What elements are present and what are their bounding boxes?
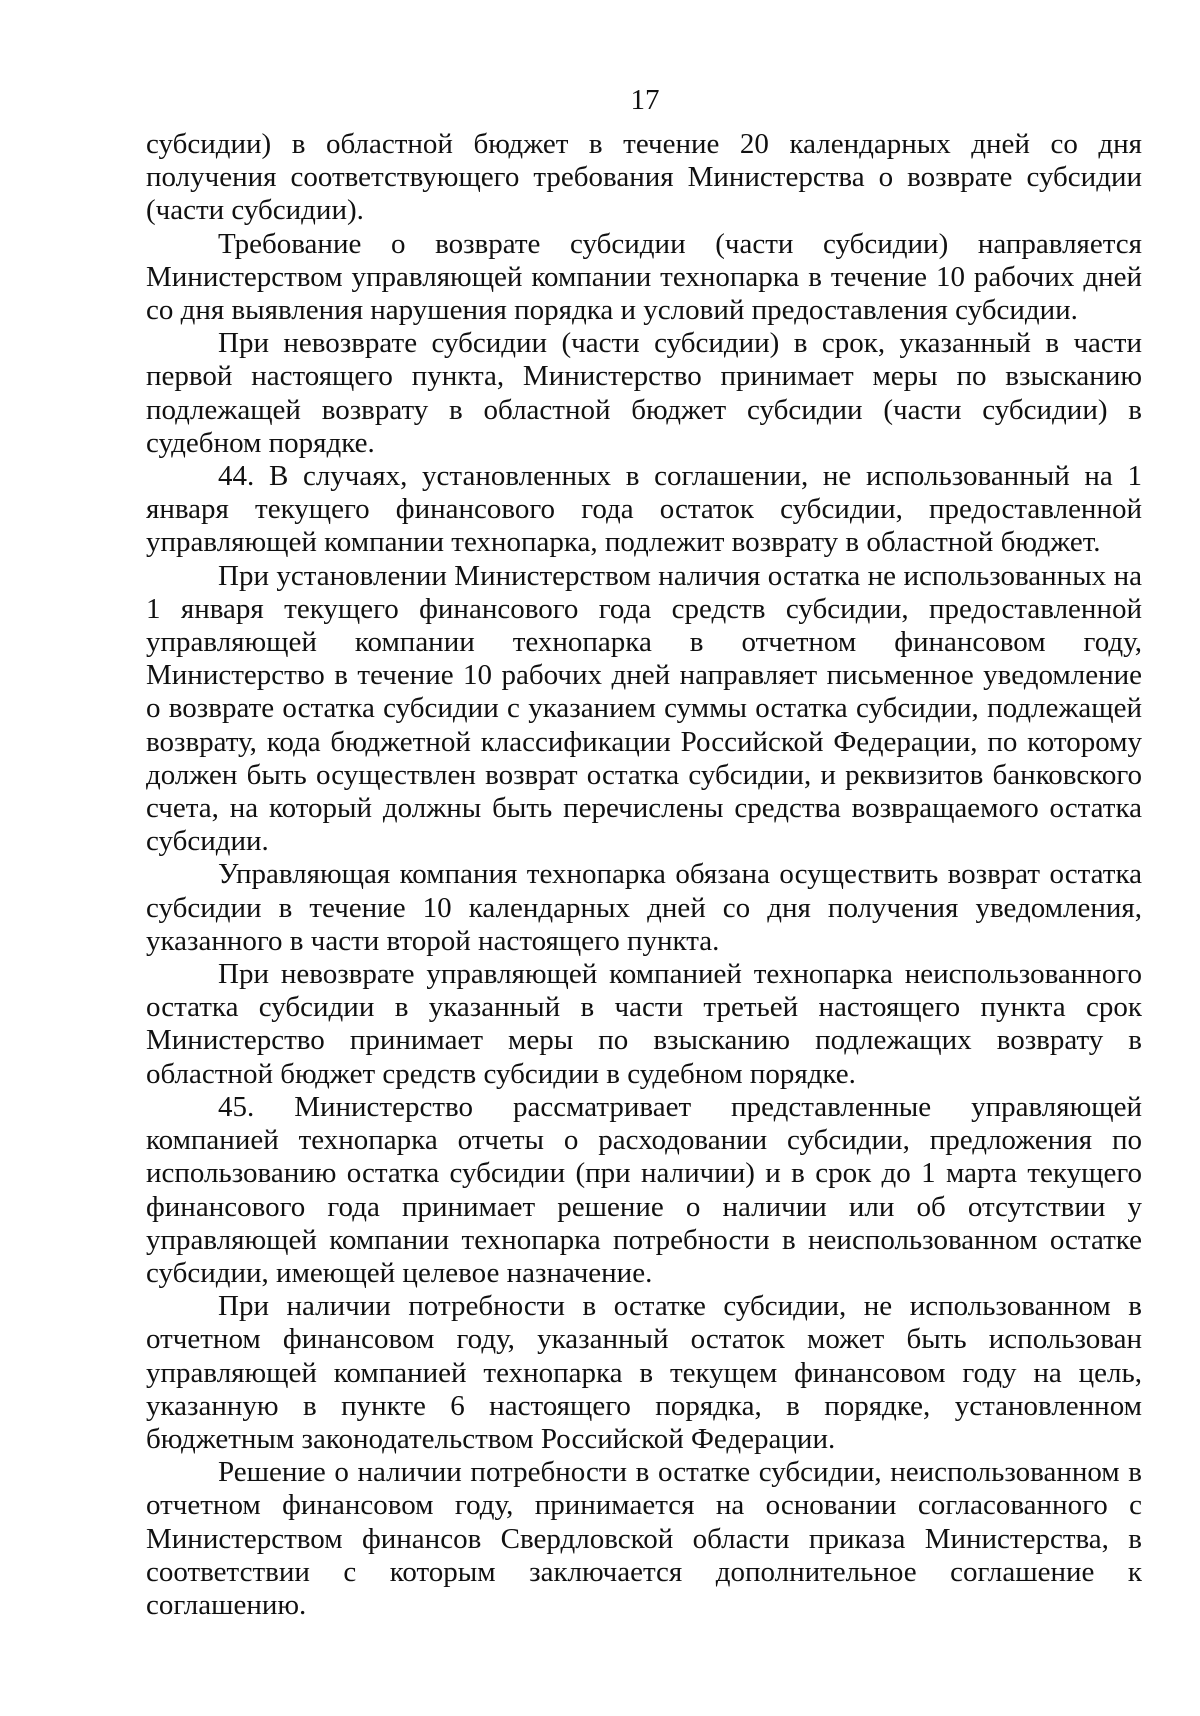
page-number: 17 — [630, 84, 660, 116]
paragraph-continuation: субсидии) в областной бюджет в течение 20 календарных дней со дня получения соответствующего требования Министерства о возврате субсидии (части субсидии). — [146, 128, 1142, 227]
paragraph-balance-usage: При наличии потребности в остатке субсидии, не использованном в отчетном финансовом году, указанный остаток может быть использован управляющей компанией технопарка в текущем финансовом году на цель, указанную в пункте 6 настоящего порядка, в порядке, установленном бюджетным законодательством Российской Федерации. — [146, 1290, 1142, 1455]
paragraph-remaining-balance-notice: При установлении Министерством наличия остатка не использованных на 1 января текущего финансового года средств субсидии, предоставленной управляющей компании технопарка в отчетном финансовом году, Министерство в течение 10 рабочих дней направляет письменное уведомление о возврате остатка субсидии с указанием суммы остатка субсидии, подлежащей возврату, кода бюджетной классификации Российской Федерации, по которому должен быть осуществлен возврат остатка субсидии, и реквизитов банковского счета, на который должны быть перечислены средства возвращаемого остатка субсидии. — [146, 559, 1142, 858]
paragraph-unused-balance-court: При невозврате управляющей компанией технопарка неиспользованного остатка субсидии в указанный в части третьей настоящего пункта срок Министерство принимает меры по взысканию подлежащих возврату в областной бюджет средств субсидии в судебном порядке. — [146, 958, 1142, 1090]
paragraph-return-obligation: Управляющая компания технопарка обязана осуществить возврат остатка субсидии в течение 10 календарных дней со дня получения уведомления, указанного в части второй настоящего пункта. — [146, 858, 1142, 957]
document-body — [146, 128, 1142, 1622]
paragraph-item-44: 44. В случаях, установленных в соглашении, не использованный на 1 января текущего финансового года остаток субсидии, предоставленной управляющей компании технопарка, подлежит возврату в областной бюджет. — [146, 460, 1142, 559]
paragraph-return-requirement: Требование о возврате субсидии (части субсидии) направляется Министерством управляющей компании технопарка в течение 10 рабочих дней со дня выявления нарушения порядка и условий предоставления субсидии. — [146, 227, 1142, 327]
paragraph-item-45: 45. Министерство рассматривает представленные управляющей компанией технопарка отчеты о расходовании субсидии, предложения по использованию остатка субсидии (при наличии) и в срок до 1 марта текущего финансового года принимает решение о наличии или об отсутствии у управляющей компании технопарка потребности в неиспользованном остатке субсидии, имеющей целевое назначение. — [146, 1090, 1142, 1289]
paragraph-decision: Решение о наличии потребности в остатке субсидии, неиспользованном в отчетном финансовом году, принимается на основании согласованного с Министерством финансов Свердловской области приказа Министерства, в соответствии с которым заключается дополнительное соглашение к соглашению. — [146, 1456, 1142, 1621]
paragraph-non-return-court: При невозврате субсидии (части субсидии) в срок, указанный в части первой настоящего пункта, Министерство принимает меры по взысканию подлежащей возврату в областной бюджет субсидии (части субсидии) в судебном порядке. — [146, 327, 1142, 459]
